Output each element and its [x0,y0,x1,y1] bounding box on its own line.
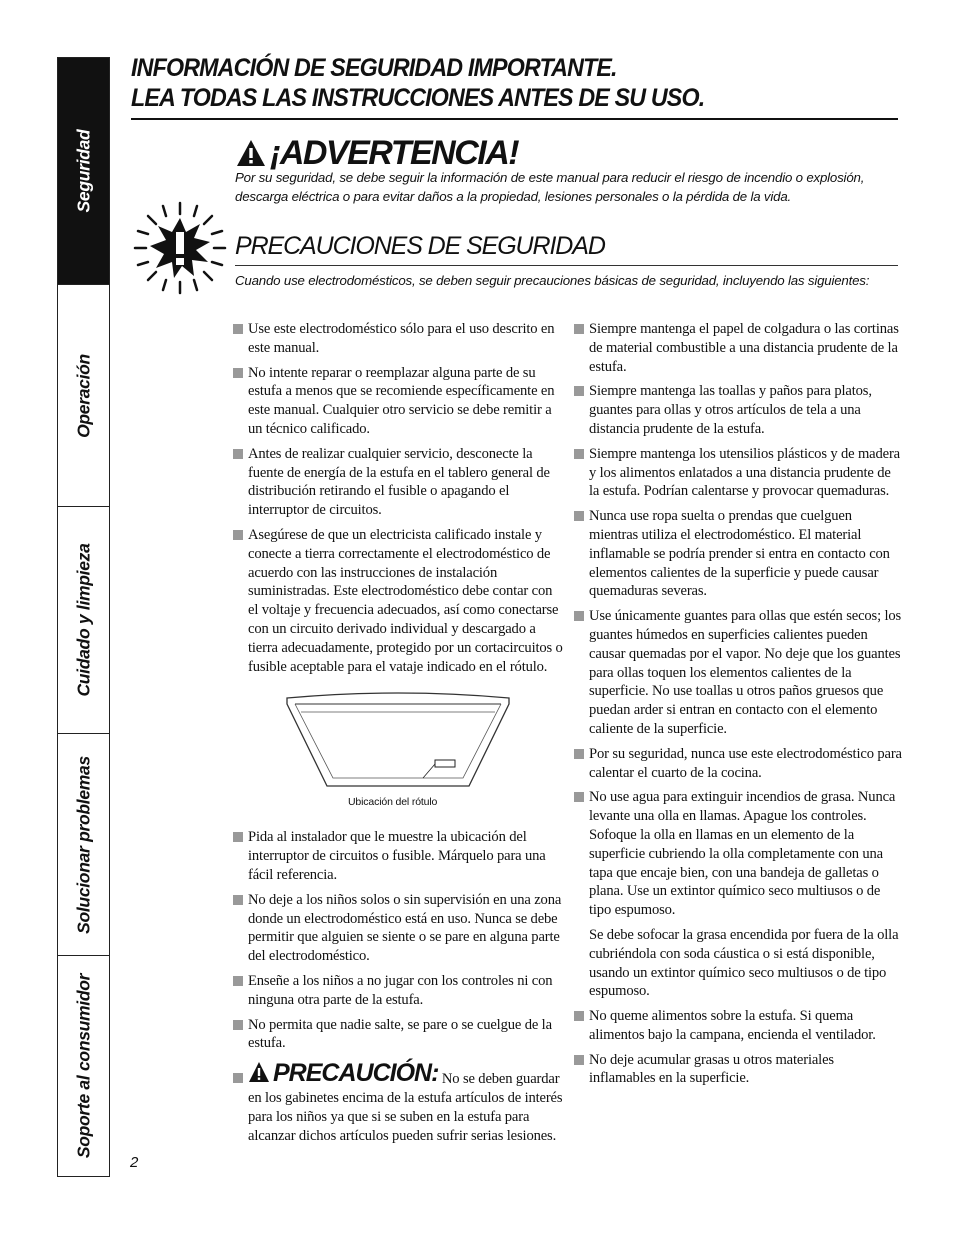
list-item-text: Siempre mantenga las toallas y paños para platos, guantes para ollas y otros artículos de tela a una distancia prudente de la estufa. [589,383,872,437]
list-item [574,745,902,783]
page-number: 2 [130,1154,139,1171]
bullet-square-icon [574,324,584,334]
list-item-text: No deje acumular grasas u otros materiales inflamables en la superficie. [589,1051,834,1087]
tab-label: Seguridad [73,129,93,213]
list-item-text: Antes de realizar cualquier servicio, desconecte la fuente de energía de la estufa en el tablero general de distribución retirando el fusible o apagando el interruptor de circuitos. [248,445,550,519]
bullet-square-icon [233,1073,243,1083]
caution-item [233,1059,563,1145]
page-header [131,53,847,113]
tab-seguridad[interactable] [58,58,109,285]
bullet-square-icon [574,749,584,759]
list-item-text: No queme alimentos sobre la estufa. Si quema alimentos bajo la campana, encienda el ventilador. [589,1008,876,1043]
list-item-text: Asegúrese de que un electricista calificado instale y conecte a tierra correctamente el electrodoméstico de acuerdo con las instrucciones de instalación suministradas. Este electrodoméstico debe contar con el voltaje y frecuencia adecuados, así como conectarse con un circuito derivado individual y descargado a tierra adecuadamente, protegido por un cortacircuitos o fusible aceptable para el vataje indicado en el rótulo. [248,526,563,675]
list-item-text: Siempre mantenga los utensilios plásticos y de madera y los alimentos enlatados a una distancia prudente de la estufa. Podrían calentarse y provocar quemaduras. [589,445,901,500]
list-item-text: No intente reparar o reemplazar alguna parte de su estufa a menos que se recomiende específicamente en este manual. Cualquier otro servicio se debe remitir a un técnico calificado. [248,364,555,437]
bullet-square-icon [574,449,584,459]
tab-solucionar[interactable] [58,734,109,956]
precautions-intro: Cuando use electrodomésticos, se deben seguir precauciones básicas de seguridad, incluyendo las siguientes: [235,273,870,288]
header-line-1: INFORMACIÓN DE SEGURIDAD IMPORTANTE. [131,54,617,82]
list-item [233,526,563,676]
tab-cuidado[interactable] [58,507,109,734]
list-item-text: No use agua para extinguir incendios de grasa. Nunca levante una olla en llamas. Apague los controles. Sofoque la olla en llamas en un elemento de la superficie cubriendo la olla completamente con una tapa que encaje bien, con una bandeja de galletas o plana. Use un extintor químico seco multiusos o de tipo espumoso. [589,789,896,919]
warning-title-text: ¡ADVERTENCIA! [270,134,519,172]
list-item-text: Use este electrodoméstico sólo para el uso descrito en este manual. [248,321,555,356]
precautions-divider [235,265,898,266]
list-item [233,1016,563,1054]
list-item [574,507,902,601]
bullet-square-icon [233,449,243,459]
list-item [233,972,563,1010]
warning-title [236,133,518,173]
rating-label-figure [233,690,563,818]
header-divider [131,118,898,120]
list-item-text: Pida al instalador que le muestre la ubicación del interruptor de circuitos o fusible. Márquelo para una fácil referencia. [248,829,546,883]
list-item [233,828,563,884]
list-item-text: No permita que nadie salte, se pare o se cuelgue de la estufa. [248,1016,552,1052]
tab-label: Soporte al consumidor [73,973,93,1159]
bullet-square-icon [233,832,243,842]
caution-lead [248,1059,438,1087]
bullet-square-icon [574,1055,584,1065]
section-tabs [57,57,110,1177]
warning-text: Por su seguridad, se debe seguir la información de este manual para reducir el riesgo de incendio o explosión, descarga eléctrica o para evitar daños a la propiedad, lesiones personales o la pérdida de la vida. [235,170,865,204]
tab-soporte[interactable] [58,956,109,1176]
bullet-square-icon [574,386,584,396]
bullet-square-icon [233,530,243,540]
bullet-square-icon [233,368,243,378]
list-item [574,320,902,376]
list-item-text: Siempre mantenga el papel de colgadura o las cortinas de material combustible a una distancia prudente de la estufa. [589,321,899,375]
range-drawer-illustration [283,690,513,790]
precautions-heading: PRECAUCIONES DE SEGURIDAD [235,232,605,260]
bullet-square-icon [233,1020,243,1030]
list-item [574,445,902,501]
bullet-square-icon [233,324,243,334]
tab-label: Solucionar problemas [73,755,93,934]
right-column [574,320,902,1094]
grease-paragraph: Se debe sofocar la grasa encendida por fuera de la olla cubriéndola con soda cáustica o si está disponible, usando un extintor químico seco multiusos o de tipo espumoso. [589,926,899,1000]
warning-burst-icon [130,198,230,298]
bullet-square-icon [233,976,243,986]
left-column [233,320,563,1145]
bullet-square-icon [233,895,243,905]
figure-caption: Ubicación del rótulo [348,796,438,809]
list-item-text: Nunca use ropa suelta o prendas que cuelguen mientras utiliza el electrodoméstico. El material inflamable se podría prender si entra en contacto con elementos calientes de la superficie y puede causar quemaduras severas. [589,508,890,600]
caution-triangle-icon [248,1061,270,1083]
tab-operacion[interactable] [58,285,109,507]
list-item [233,891,563,966]
list-item [233,445,563,520]
tab-label: Operación [73,353,93,438]
warning-triangle-icon [236,139,266,167]
list-item-text: Enseñe a los niños a no jugar con los controles ni con ninguna otra parte de la estufa. [248,972,553,1008]
bullet-square-icon [574,511,584,521]
list-item [574,1051,902,1089]
list-item [574,1007,902,1045]
bullet-square-icon [574,1011,584,1021]
caution-lead-text: PRECAUCIÓN: [273,1059,439,1088]
list-item [574,382,902,438]
bullet-square-icon [574,792,584,802]
bullet-square-icon [574,611,584,621]
caution-text-rest: guardar en los gabinetes encima de la estufa artículos de interés para los niños ya que si se suben en la estufa para alcanzar dichos artículos pueden sufrir serias lesiones. [248,1071,563,1144]
list-item [574,607,902,739]
list-item-text: Use únicamente guantes para ollas que estén secos; los guantes húmedos en superficies calientes pueden causar quemadas por el vapor. No deje que los guantes para ollas toquen los elementos calientes de la superficie. No use toallas u otros paños gruesos que puedan arder si entran en contacto con el elemento caliente de la superficie. [589,608,902,737]
list-item [233,364,563,439]
caution-text-start: No se deben [441,1071,513,1088]
list-item [233,320,563,358]
tab-label: Cuidado y limpieza [73,543,93,697]
list-item-text: Por su seguridad, nunca use este electrodoméstico para calentar el cuarto de la cocina. [589,745,902,781]
list-item-text: No deje a los niños solos o sin supervisión en una zona donde un electrodoméstico está en uso. Nunca se debe permitir que alguien se siente o se pare en alguna parte del electrodoméstico. [248,891,562,965]
header-line-2: LEA TODAS LAS INSTRUCCIONES ANTES DE SU USO. [131,84,705,112]
list-item [574,788,902,920]
